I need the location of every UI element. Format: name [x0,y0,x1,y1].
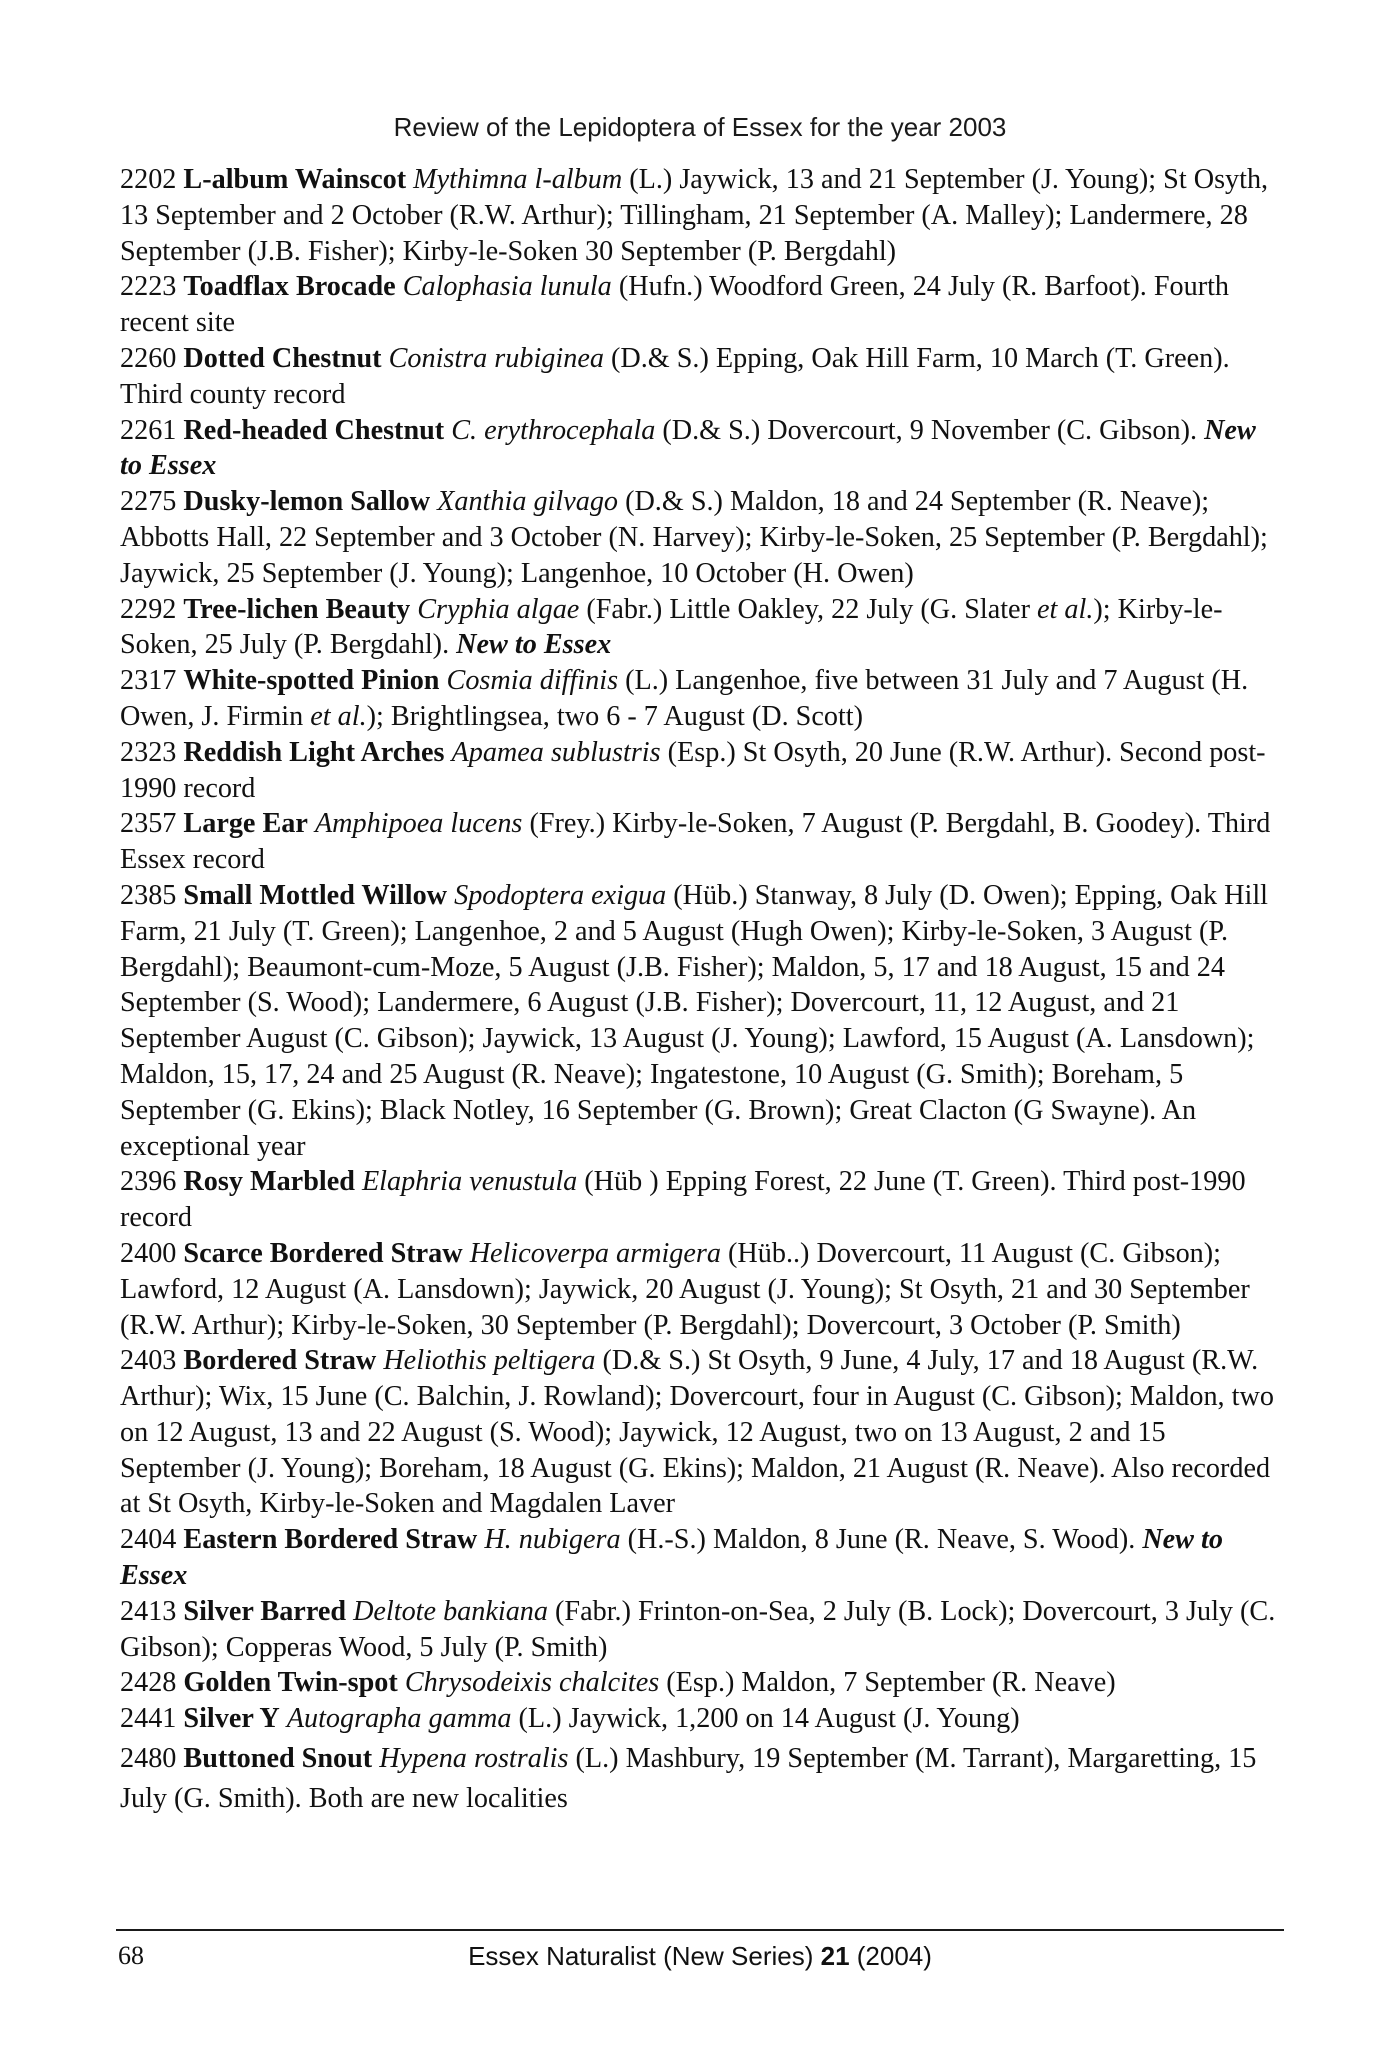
species-number: 2413 [120,1595,177,1627]
species-entry [120,1701,1280,1737]
species-records: (D.& S.) St Osyth, 9 June, 4 July, 17 and 18 August (R.W. Arthur); Wix, 15 June (C. Balchin, J. Rowland); Dovercourt, four in August (C. Gibson); Maldon, two on 12 August, 13 and 22 August (S. Wood); Jaywick, 12 August, two on 13 August, 2 and 15 September (J. Young); Boreham, 18 August (G. Ekins); Maldon, 21 August (R. Neave). Also recorded at St Osyth, Kirby-le-Soken and Magdalen Laver [120,1345,1274,1520]
species-number: 2275 [120,486,177,518]
species-common-name: Eastern Bordered Straw [183,1524,478,1556]
species-common-name: Tree-lichen Beauty [183,593,411,625]
species-records: (Fabr.) Frinton-on-Sea, 2 July (B. Lock); Dovercourt, 3 July (C. Gibson); Copperas Wood, 5 July (P. Smith) [120,1595,1276,1663]
species-number: 2396 [120,1166,177,1198]
species-records: (L.) Jaywick, 13 and 21 September (J. Young); St Osyth, 13 September and 2 October (R.W. Arthur); Tillingham, 21 September (A. Malley); Landermere, 28 September (J.B. Fisher); Kirby-le-Soken 30 September (P. Bergdahl) [120,164,1269,267]
et-al: et al. [310,700,367,732]
species-common-name: Scarce Bordered Straw [183,1237,463,1269]
species-records: (L.) Langenhoe, five between 31 July and 7 August (H. Owen, J. Firmin [120,665,1249,732]
page-number: 68 [118,1941,144,1970]
species-scientific-name: Heliothis peltigera [383,1345,596,1377]
species-entry [120,663,1280,735]
species-common-name: L-album Wainscot [183,164,407,195]
species-records: (Hüb ) Epping Forest, 22 June (T. Green). Third post-1990 record [120,1166,1246,1234]
species-entry [120,484,1280,591]
species-common-name: Bordered Straw [183,1345,377,1377]
species-number: 2428 [120,1667,177,1699]
species-scientific-name: H. nubigera [484,1524,621,1556]
species-records: (H.-S.) Maldon, 8 June (R. Neave, S. Wood). [620,1524,1143,1556]
species-scientific-name: Helicoverpa armigera [469,1237,721,1269]
species-scientific-name: Spodoptera exigua [454,879,667,911]
et-al: et al. [1037,593,1094,625]
species-scientific-name: Amphipoea lucens [314,808,523,840]
species-scientific-name: Mythimna l-album [413,164,623,195]
species-common-name: Toadflax Brocade [183,271,396,303]
species-common-name: Rosy Marbled [183,1166,355,1198]
journal-citation [0,1941,1400,1972]
species-list [120,162,1280,1819]
species-entry [120,162,1280,269]
species-common-name: Silver Barred [183,1595,347,1627]
species-scientific-name: Chrysodeixis chalcites [404,1667,660,1699]
species-common-name: Large Ear [183,808,308,840]
species-scientific-name: Cryphia algae [417,593,580,625]
new-to-essex-flag: New to Essex [456,629,612,661]
species-scientific-name: Calophasia lunula [402,271,612,303]
species-records: (Esp.) Maldon, 7 September (R. Neave) [659,1667,1116,1699]
species-number: 2400 [120,1237,177,1269]
species-records: (Hüb..) Dovercourt, 11 August (C. Gibson); Lawford, 12 August (A. Lansdown); Jaywick, 20 August (J. Young); St Osyth, 21 and 30 September (R.W. Arthur); Kirby-le-Soken, 30 September (P. Bergdahl); Dovercourt, 3 October (P. Smith) [120,1237,1250,1341]
species-common-name: Silver Y [183,1703,280,1735]
species-entry [120,1164,1280,1236]
species-records: (D.& S.) Dovercourt, 9 November (C. Gibson). [655,414,1205,446]
species-number: 2357 [120,808,177,840]
species-records: (Fabr.) Little Oakley, 22 July (G. Slater [579,593,1038,625]
species-entry [120,1739,1280,1819]
footer-rule [116,1929,1284,1931]
species-scientific-name: Xanthia gilvago [437,486,619,518]
species-records: (Hufn.) Woodford Green, 24 July (R. Barfoot). Fourth recent site [120,271,1230,339]
journal-volume: 21 [820,1941,850,1971]
species-number: 2404 [120,1524,177,1556]
species-number: 2260 [120,342,177,374]
species-entry [120,806,1280,878]
species-common-name: Small Mottled Willow [183,879,448,911]
species-records: (D.& S.) Epping, Oak Hill Farm, 10 March (T. Green). Third county record [120,342,1230,410]
species-records: (L.) Jaywick, 1,200 on 14 August (J. Young) [511,1703,1020,1735]
running-title: Review of the Lepidoptera of Essex for the year 2003 [393,112,1007,142]
species-number: 2261 [120,414,177,446]
species-records: (L.) Mashbury, 19 September (M. Tarrant), Margaretting, 15 July (G. Smith). Both are new localities [120,1743,1257,1815]
species-common-name: Dusky-lemon Sallow [183,486,431,518]
species-common-name: Golden Twin-spot [183,1667,398,1699]
species-scientific-name: Elaphria venustula [361,1166,578,1198]
new-to-essex-flag: New to Essex [120,1524,1223,1592]
species-common-name: Buttoned Snout [183,1743,373,1775]
species-number: 2202 [120,164,177,195]
species-entry [120,1594,1280,1666]
species-scientific-name: Cosmia diffinis [446,665,619,697]
species-records: ); Brightlingsea, two 6 - 7 August (D. Scott) [366,700,864,732]
species-number: 2323 [120,736,177,768]
species-entry [120,1343,1280,1522]
species-number: 2317 [120,665,177,697]
species-records: (D.& S.) Maldon, 18 and 24 September (R. Neave); Abbotts Hall, 22 September and 3 October (N. Harvey); Kirby-le-Soken, 25 September (P. Bergdahl); Jaywick, 25 September (J. Young); Langenhoe, 10 October (H. Owen) [120,486,1268,589]
species-number: 2223 [120,271,177,303]
species-entry [120,341,1280,413]
species-scientific-name: Autographa gamma [286,1703,512,1735]
species-entry [120,269,1280,341]
species-records: (Esp.) St Osyth, 20 June (R.W. Arthur). Second post-1990 record [120,736,1266,804]
species-records: (Hüb.) Stanway, 8 July (D. Owen); Epping, Oak Hill Farm, 21 July (T. Green); Langenhoe, 2 and 5 August (Hugh Owen); Kirby-le-Soken, 3 August (P. Bergdahl); Beaumont-cum-Moze, 5 August (J.B. Fisher); Maldon, 5, 17 and 18 August, 15 and 24 September (S. Wood); Landermere, 6 August (J.B. Fisher); Dovercourt, 11, 12 August, and 21 September August (C. Gibson); Jaywick, 13 August (J. Young); Lawford, 15 August (A. Lansdown); Maldon, 15, 17, 24 and 25 August (R. Neave); Ingatestone, 10 August (G. Smith); Boreham, 5 September (G. Ekins); Black Notley, 16 September (G. Brown); Great Clacton (G Swayne). An exceptional year [120,879,1269,1162]
species-common-name: Dotted Chestnut [183,342,382,374]
species-scientific-name: Apamea sublustris [451,736,661,768]
species-number: 2480 [120,1743,177,1775]
species-entry [120,413,1280,485]
species-number: 2403 [120,1345,177,1377]
species-records: ); Kirby-le-Soken, 25 July (P. Bergdahl). [120,593,1223,661]
new-to-essex-flag: New to Essex [120,414,1256,482]
species-number: 2441 [120,1703,177,1735]
species-entry [120,735,1280,807]
species-scientific-name: Deltote bankiana [353,1595,548,1627]
species-number: 2385 [120,879,177,911]
species-scientific-name: Hypena rostralis [379,1743,569,1775]
species-entry [120,592,1280,664]
species-records: (Frey.) Kirby-le-Soken, 7 August (P. Bergdahl, B. Goodey). Third Essex record [120,808,1271,876]
species-scientific-name: C. erythrocephala [451,414,656,446]
species-scientific-name: Conistra rubiginea [388,342,604,374]
journal-name: Essex Naturalist (New Series) [468,1941,814,1971]
species-entry [120,1522,1280,1594]
species-entry [120,878,1280,1164]
species-common-name: Red-headed Chestnut [183,414,445,446]
species-number: 2292 [120,593,177,625]
species-common-name: Reddish Light Arches [183,736,445,768]
journal-year: (2004) [856,1941,932,1971]
species-entry [120,1665,1280,1701]
species-common-name: White-spotted Pinion [183,665,440,697]
species-entry [120,1236,1280,1343]
